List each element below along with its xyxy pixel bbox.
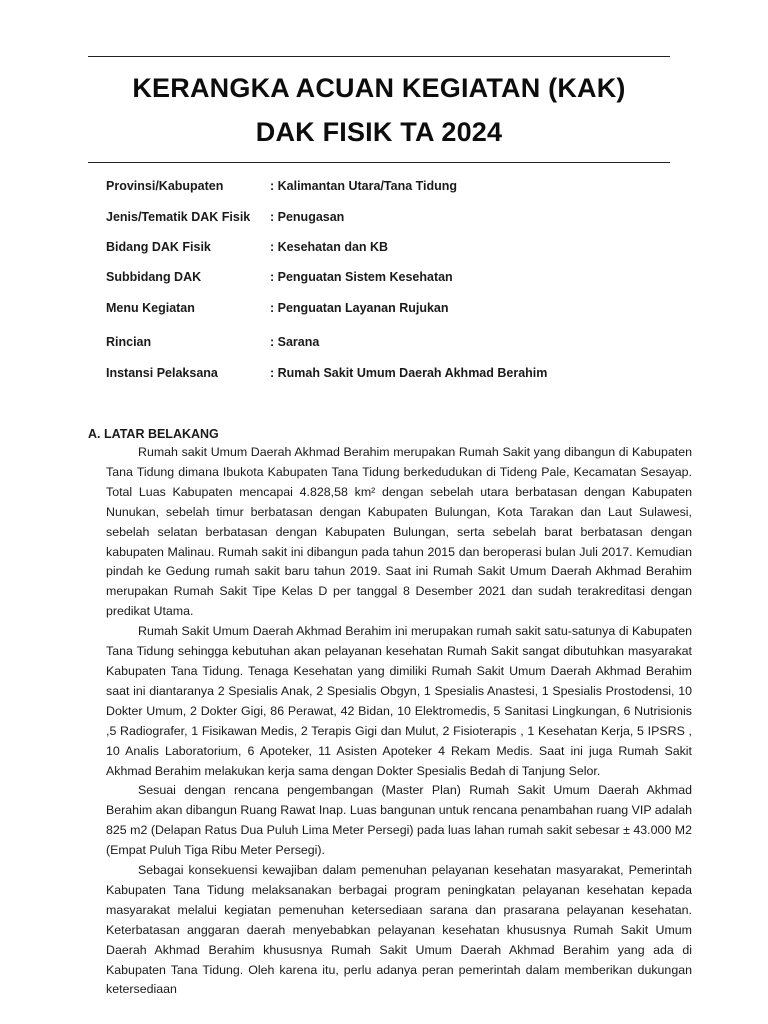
- meta-value: : Rumah Sakit Umum Daerah Akhmad Berahim: [270, 366, 548, 380]
- meta-row: [106, 270, 676, 286]
- paragraph: Sebagai konsekuensi kewajiban dalam pemenuhan pelayanan kesehatan masyarakat, Pemerintah Kabupaten Tana Tidung melaksanakan berbagai program peningkatan pelayanan kesehatan kepada masyarakat melalui kegiatan pemenuhan ketersediaan sarana dan prasarana pelayanan kesehatan. Keterbatasan anggaran daerah menyebabkan pelayanan kesehatan khususnya Rumah Sakit Umum Daerah Akhmad Berahim khususnya Rumah Sakit Umum Daerah Akhmad Berahim yang ada di Kabupaten Tana Tidung. Oleh karena itu, perlu adanya peran pemerintah dalam memberikan dukungan ketersediaan: [106, 863, 692, 997]
- meta-key: Menu Kegiatan: [106, 301, 195, 315]
- meta-key: Subbidang DAK: [106, 270, 202, 284]
- meta-row: [106, 366, 676, 382]
- meta-value: : Penguatan Layanan Rujukan: [270, 301, 449, 315]
- meta-key: Rincian: [106, 335, 152, 349]
- meta-row: [106, 240, 676, 256]
- meta-value: : Penugasan: [270, 210, 345, 224]
- section-body: [106, 443, 692, 1000]
- section-heading: A. LATAR BELAKANG: [88, 427, 219, 441]
- document-subtitle: DAK FISIK TA 2024: [255, 117, 503, 147]
- meta-value: : Sarana: [270, 335, 320, 349]
- title-rule: [88, 162, 670, 163]
- paragraph: Rumah Sakit Umum Daerah Akhmad Berahim ini merupakan rumah sakit satu-satunya di Kabupaten Tana Tidung sehingga kebutuhan akan pelayanan kesehatan Rumah Sakit sangat dibutuhkan masyarakat Kabupaten Tana Tidung. Tenaga Kesehatan yang dimiliki Rumah Sakit Umum Daerah Akhmad Berahim saat ini diantaranya 2 Spesialis Anak, 2 Spesialis Obgyn, 1 Spesialis Anastesi, 1 Spesialis Prostodensi, 10 Dokter Umum, 2 Dokter Gigi, 86 Perawat, 42 Bidan, 10 Elektromedis, 5 Sanitasi Lingkungan, 6 Nutrisionis ,5 Radiografer, 1 Fisikawan Medis, 2 Terapis Gigi dan Mulut, 2 Fisioterapis , 1 Kesehatan Kerja, 5 IPSRS , 10 Analis Laboratorium, 6 Apoteker, 11 Asisten Apoteker 4 Rekam Medis. Saat ini juga Rumah Sakit Akhmad Berahim melakukan kerja sama dengan Dokter Spesialis Bedah di Tanjung Selor.: [106, 624, 692, 778]
- meta-value: : Penguatan Sistem Kesehatan: [270, 270, 453, 284]
- meta-value: : Kalimantan Utara/Tana Tidung: [270, 179, 458, 193]
- meta-key: Provinsi/Kabupaten: [106, 179, 224, 193]
- top-rule: [88, 56, 670, 57]
- document-title: KERANGKA ACUAN KEGIATAN (KAK): [132, 73, 626, 103]
- meta-key: Jenis/Tematik DAK Fisik: [106, 210, 251, 224]
- meta-value: : Kesehatan dan KB: [270, 240, 389, 254]
- meta-key: Bidang DAK Fisik: [106, 240, 211, 254]
- meta-key: Instansi Pelaksana: [106, 366, 218, 380]
- meta-row: [106, 335, 676, 351]
- meta-row: [106, 210, 676, 226]
- paragraph: Rumah sakit Umum Daerah Akhmad Berahim merupakan Rumah Sakit yang dibangun di Kabupaten Tana Tidung dimana Ibukota Kabupaten Tana Tidung berkedudukan di Tideng Pale, Kecamatan Sesayap. Total Luas Kabupaten mencapai 4.828,58 km² dengan sebelah utara berbatasan dengan Kabupaten Nunukan, sebelah timur berbatasan dengan Kabupaten Bulungan, Kota Tarakan dan Laut Sulawesi, sebelah selatan berbatasan dengan Kabupaten Bulungan, serta sebelah barat berbatasan dengan kabupaten Malinau. Rumah sakit ini dibangun pada tahun 2015 dan beroperasi bulan Juli 2017. Kemudian pindah ke Gedung rumah sakit baru tahun 2019. Saat ini Rumah Sakit Umum Daerah Akhmad Berahim merupakan Rumah Sakit Tipe Kelas D per tanggal 8 Desember 2021 dan sudah terakreditasi dengan predikat Utama.: [106, 445, 692, 619]
- paragraph: Sesuai dengan rencana pengembangan (Master Plan) Rumah Sakit Umum Daerah Akhmad Berahim akan dibangun Ruang Rawat Inap. Luas bangunan untuk rencana penambahan ruang VIP adalah 825 m2 (Delapan Ratus Dua Puluh Lima Meter Persegi) pada luas lahan rumah sakit sebesar ± 43.000 M2 (Empat Puluh Tiga Ribu Meter Persegi).: [106, 783, 693, 858]
- meta-row: [106, 301, 676, 317]
- meta-row: [106, 179, 676, 195]
